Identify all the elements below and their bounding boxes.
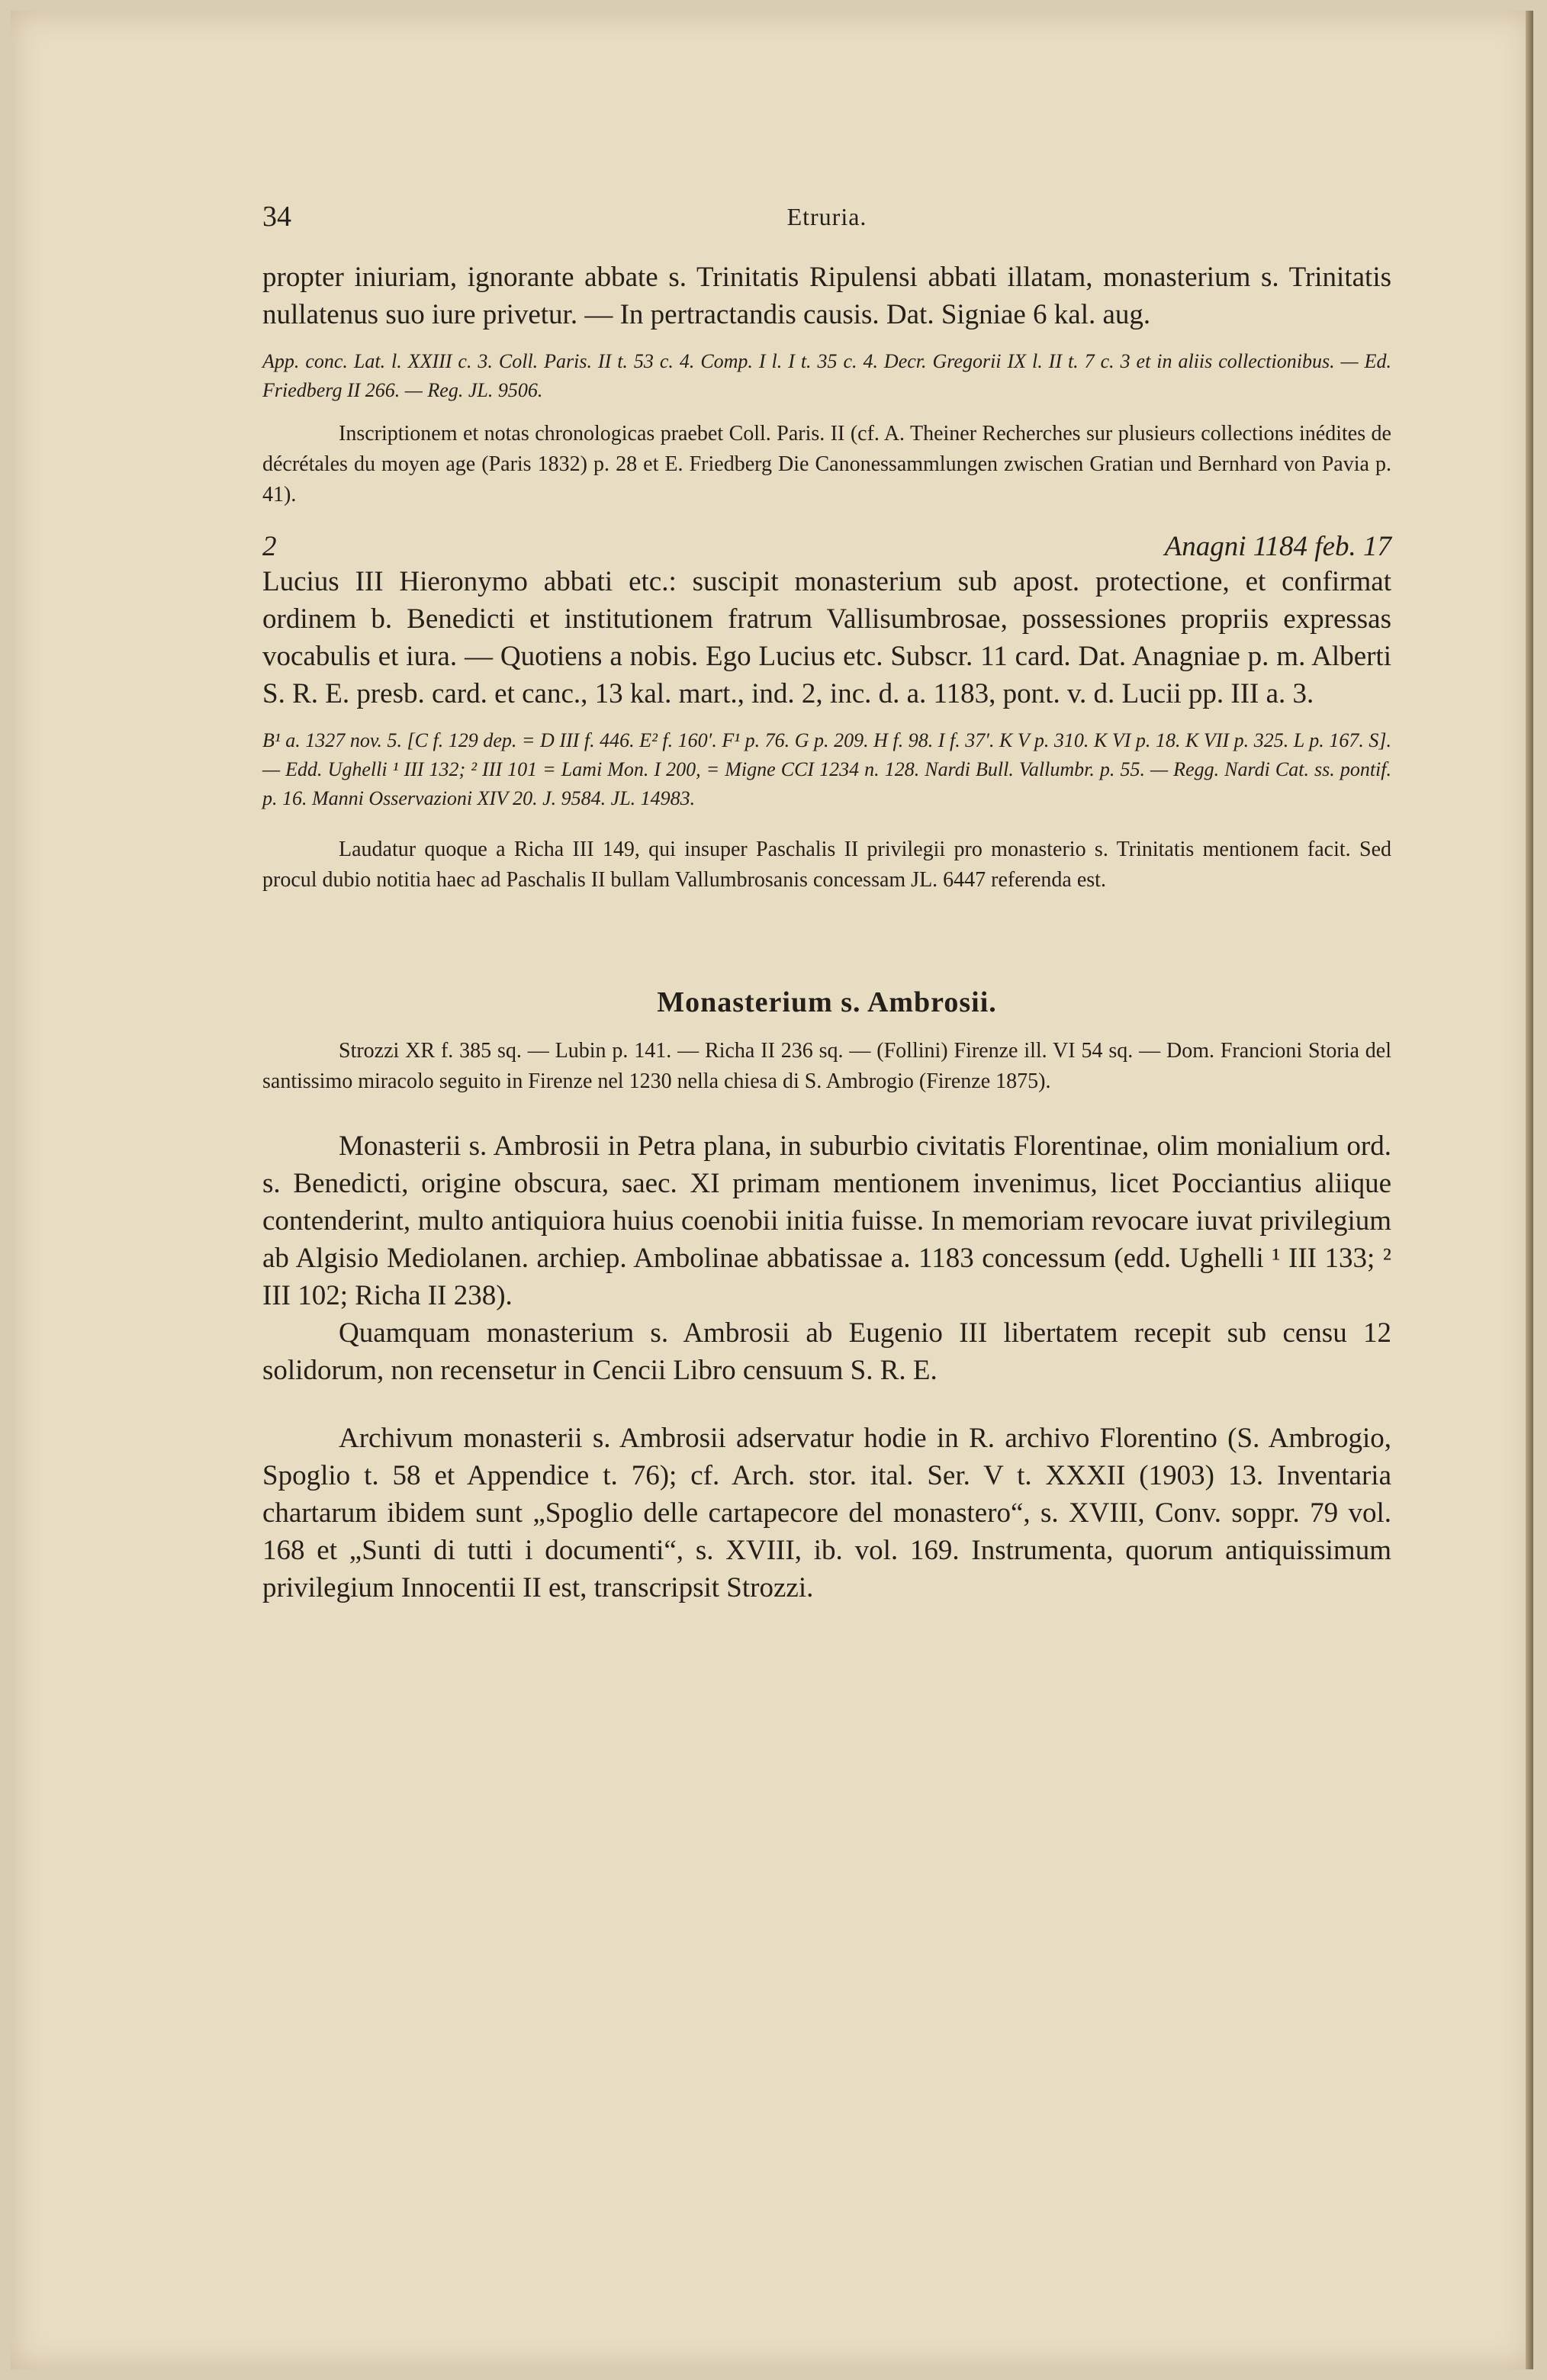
doc2-text: Lucius III Hieronymo abbati etc.: suscipit monasterium sub apost. protectione, et confirmat ordinem b. Benedicti et institutionem fratrum Vallisumbrosae, possessiones propriis expressas vocabulis et iura. — Quotiens a nobis. Ego Lucius etc. Subscr. 11 card. Dat. Anagniae p. m. Alberti S. R. E. presb. card. et canc., 13 kal. mart., ind. 2, inc. d. a. 1183, pont. v. d. Lucii pp. III a. 3. bbox=[262, 566, 1391, 709]
section-title: Monasterium s. Ambrosii. bbox=[657, 986, 997, 1018]
section-bibliography: Strozzi XR f. 385 sq. — Lubin p. 141. — Richa II 236 sq. — (Follini) Firenze ill. VI 54 sq. — Dom. Francioni Storia del santissimo miracolo seguito in Firenze nel 1230 nella chiesa di S. Ambrogio (Firenze 1875). bbox=[262, 1039, 1391, 1093]
doc1-note: Inscriptionem et notas chronologicas praebet Coll. Paris. II (cf. A. Theiner Recherches sur plusieurs collections inédites de décrétales du moyen age (Paris 1832) p. 28 et E. Friedberg Die Canonessammlungen zwischen Gratian und Bernhard von Pavia p. 41). bbox=[262, 422, 1391, 507]
page-header bbox=[262, 200, 1391, 238]
running-head: Etruria. bbox=[786, 203, 867, 230]
page-number: 34 bbox=[262, 201, 291, 233]
section-paragraph-2: Quamquam monasterium s. Ambrosii ab Eugenio III libertatem recepit sub censu 12 solidorum, non recensetur in Cencii Libro censuum S. R. E. bbox=[262, 1317, 1391, 1386]
doc1-sources: App. conc. Lat. l. XXIII c. 3. Coll. Paris. II t. 53 c. 4. Comp. I l. I t. 35 c. 4. Decr. Gregorii IX l. II t. 7 c. 3 et in aliis collectionibus. — Ed. Friedberg II 266. — Reg. JL. 9506. bbox=[262, 350, 1391, 401]
doc2-heading bbox=[262, 530, 1391, 563]
doc2-place-date: Anagni 1184 feb. 17 bbox=[1164, 531, 1391, 562]
doc2-sources: B¹ a. 1327 nov. 5. [C f. 129 dep. = D III f. 446. E² f. 160′. F¹ p. 76. G p. 209. H f. 98. I f. 37′. K V p. 310. K VI p. 18. K VII p. 325. L p. 167. S]. — Edd. Ughelli ¹ III 132; ² III 101 = Lami Mon. I 200, = Migne CCI 1234 n. 128. Nardi Bull. Vallumbr. p. 55. — Regg. Nardi Cat. ss. pontif. p. 16. Manni Osservazioni XIV 20. J. 9584. JL. 14983. bbox=[262, 729, 1391, 809]
page-edge bbox=[1526, 11, 1533, 2369]
book-page bbox=[11, 11, 1533, 2369]
section-paragraph-1: Monasterii s. Ambrosii in Petra plana, in suburbio civitatis Florentinae, olim monialium ord. s. Benedicti, origine obscura, saec. XI primam mentionem invenimus, licet Pocciantius aliique contenderint, multo antiquiora huius coenobii initia fuisse. In memoriam revocare iuvat privilegium ab Algisio Mediolanen. archiep. Ambolinae abbatissae a. 1183 concessum (edd. Ughelli ¹ III 133; ² III 102; Richa II 238). bbox=[262, 1130, 1391, 1311]
doc1-text: propter iniuriam, ignorante abbate s. Trinitatis Ripulensi abbati illatam, monasterium s. Trinitatis nullatenus suo iure privetur. — In pertractandis causis. Dat. Signiae 6 kal. aug. bbox=[262, 262, 1391, 330]
page-content bbox=[262, 259, 1391, 1606]
section-paragraph-3: Archivum monasterii s. Ambrosii adservatur hodie in R. archivo Florentino (S. Ambrogio, Spoglio t. 58 et Appendice t. 76); cf. Arch. stor. ital. Ser. V t. XXXII (1903) 13. Inventaria chartarum ibidem sunt „Spoglio delle cartapecore del monastero“, s. XVIII, Conv. soppr. 79 vol. 168 et „Sunti di tutti i documenti“, s. XVIII, ib. vol. 169. Instrumenta, quorum antiquissimum privilegium Innocentii II est, transcripsit Strozzi. bbox=[262, 1423, 1391, 1603]
doc2-number: 2 bbox=[262, 531, 277, 562]
doc2-note: Laudatur quoque a Richa III 149, qui insuper Paschalis II privilegii pro monasterio s. Trinitatis mentionem facit. Sed procul dubio notitia haec ad Paschalis II bullam Vallumbrosanis concessam JL. 6447 referenda est. bbox=[262, 838, 1391, 892]
